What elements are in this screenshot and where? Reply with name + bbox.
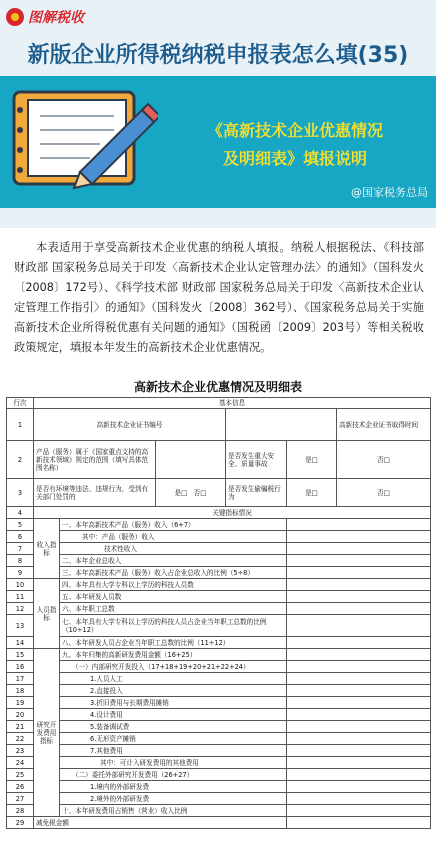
table-row [7, 543, 431, 555]
row-number: 29 [7, 817, 34, 829]
row-number: 5 [7, 519, 34, 531]
row-value-cell [287, 709, 431, 721]
notebook-icon [10, 86, 158, 190]
row-number: 27 [7, 793, 34, 805]
table-row [7, 781, 431, 793]
row-number: 24 [7, 757, 34, 769]
row-value-cell [287, 757, 431, 769]
row-value-cell [287, 673, 431, 685]
row-number: 21 [7, 721, 34, 733]
row-label: （二）委托外部研究开发费用（26+27） [60, 769, 287, 781]
header-basic-info: 基本信息 [34, 398, 431, 409]
row-label: 其中：可计入研发费用的其他费用 [60, 757, 287, 769]
row-number: 3 [7, 479, 34, 507]
row-value-cell [287, 649, 431, 661]
page-title: 新版企业所得税纳税申报表怎么填(35) [27, 43, 409, 68]
row-number: 2 [7, 441, 34, 479]
row-right-label: 高新技术企业证书取得时间 [337, 409, 431, 441]
row-value-cell [287, 637, 431, 649]
row-value-cell [287, 615, 431, 637]
banner-subtitle-1: 《高新技术企业优惠情况 [206, 121, 383, 140]
table-row [7, 479, 431, 507]
table-row [7, 685, 431, 697]
no-option[interactable]: 否□ [337, 441, 431, 479]
row-label: 八、本年研发人员占企业当年职工总数的比例（11÷12） [60, 637, 287, 649]
row-label: 四、本年具有大学专科以上学历的科技人员数 [60, 579, 287, 591]
detail-table [6, 397, 431, 829]
row-number: 12 [7, 603, 34, 615]
row-value-cell [287, 793, 431, 805]
mid-yes-no [156, 479, 226, 507]
table-row [7, 649, 431, 661]
row-number: 17 [7, 673, 34, 685]
table-row [7, 733, 431, 745]
row-value-cell [287, 781, 431, 793]
key-indicators-header: 关键指标情况 [34, 507, 431, 519]
row-value-cell [287, 745, 431, 757]
row-number: 15 [7, 649, 34, 661]
table-title: 高新技术企业优惠情况及明细表 [133, 380, 302, 394]
row-label: 是否有环境等违法、违规行为，受到有关部门处罚的 [34, 479, 156, 507]
table-row [7, 817, 431, 829]
row-right-label: 是否发生重大安全、质量事故 [226, 441, 287, 479]
row-number: 8 [7, 555, 34, 567]
row-number: 19 [7, 697, 34, 709]
row-value-cell [287, 733, 431, 745]
table-row [7, 709, 431, 721]
income-group-label: 收入指标 [34, 519, 60, 579]
row-number: 25 [7, 769, 34, 781]
header-row-cell: 行次 [7, 398, 34, 409]
banner-credit: @国家税务总局 [351, 186, 428, 199]
row-label: 3.折旧费用与长期费用摊销 [60, 697, 287, 709]
yes-option[interactable]: 是□ [287, 479, 337, 507]
row-label: 1.境内的外部研发费 [60, 781, 287, 793]
row-label: 产品（服务）属于《国家重点支持的高新技术领域》规定的范围（填写具体范围名称） [34, 441, 156, 479]
row-value-cell [287, 685, 431, 697]
row-number: 10 [7, 579, 34, 591]
row-label: （一）内部研究开发投入（17+18+19+20+21+22+24） [60, 661, 287, 673]
row-number: 22 [7, 733, 34, 745]
row-label: 6.无形资产摊销 [60, 733, 287, 745]
header-area [0, 0, 436, 228]
row-number: 11 [7, 591, 34, 603]
table-row [7, 519, 431, 531]
row-number: 26 [7, 781, 34, 793]
row-value-cell [226, 409, 337, 441]
table-row [7, 805, 431, 817]
row-number: 6 [7, 531, 34, 543]
row-number: 4 [7, 507, 34, 519]
row-number: 14 [7, 637, 34, 649]
row-label: 5.装备调试费 [60, 721, 287, 733]
table-row [7, 531, 431, 543]
row-number: 20 [7, 709, 34, 721]
row-label: 高新技术企业证书编号 [34, 409, 226, 441]
no-option[interactable]: 否□ [193, 488, 207, 497]
row-value-cell [287, 591, 431, 603]
row-number: 16 [7, 661, 34, 673]
row-value-cell [287, 567, 431, 579]
row-label: 十、本年研发费用占销售（营业）收入比例 [60, 805, 287, 817]
row-number: 9 [7, 567, 34, 579]
banner [0, 76, 436, 208]
row-value-cell [287, 519, 431, 531]
row-label: 三、本年高新技术产品（服务）收入占企业总收入的比例（5÷8） [60, 567, 287, 579]
table-row [7, 555, 431, 567]
table-row [7, 567, 431, 579]
row-label: 二、本年企业总收入 [60, 555, 287, 567]
row-label: 4.设计费用 [60, 709, 287, 721]
row-label: 六、本年职工总数 [60, 603, 287, 615]
row-label: 其中：产品（服务）收入 [60, 531, 287, 543]
row-value-cell [287, 603, 431, 615]
table-row [7, 793, 431, 805]
row-value-cell [287, 805, 431, 817]
row-value-cell [287, 579, 431, 591]
row-label: 七、本年具有大学专科以上学历的科技人员占企业当年职工总数的比例（10÷12） [60, 615, 287, 637]
row-number: 7 [7, 543, 34, 555]
row-value-cell [287, 555, 431, 567]
row-label: 五、本年研发人员数 [60, 591, 287, 603]
brand-logo-icon [6, 8, 24, 26]
row-label: 7.其他费用 [60, 745, 287, 757]
row-value-cell [287, 543, 431, 555]
rd-group-label: 研究开发费用指标 [34, 649, 60, 817]
row-value-cell [287, 661, 431, 673]
table-row [7, 661, 431, 673]
table-row [7, 745, 431, 757]
row-label: 2.境外的外部研发费 [60, 793, 287, 805]
intro-paragraph: 本表适用于享受高新技术企业优惠的纳税人填报。纳税人根据税法、《科技部 财政部 国家税务总局关于印发〈高新技术企业认定管理办法〉的通知》（国科发火〔2008〕172号）、《科学技术部 财政部 国家税务总局关于印发〈高新技术企业认定管理工作指引〉的通知》（国科发火〔2008〕362号）、《国家税务总局关于实施高新技术企业所得税优惠有关问题的通知》（国税函〔2009〕203号）等相关税收政策规定，填报本年发生的高新技术企业优惠情况。 [14, 241, 424, 354]
row-value-cell [287, 769, 431, 781]
yes-option[interactable]: 是□ [287, 441, 337, 479]
table-row [7, 507, 431, 519]
brand-logo-text: 图解税收 [28, 10, 84, 26]
row-label: 九、本年归集的高新研发费用金额（16+25） [60, 649, 287, 661]
row-value-cell [287, 817, 431, 829]
table-row [7, 603, 431, 615]
row-number: 28 [7, 805, 34, 817]
table-row [7, 673, 431, 685]
row-right-label: 是否发生偷骗税行为 [226, 479, 287, 507]
table-row [7, 579, 431, 591]
table-row [7, 769, 431, 781]
row-value-cell [287, 531, 431, 543]
row-value-cell [156, 441, 226, 479]
table-row [7, 721, 431, 733]
row-value-cell [287, 697, 431, 709]
row-value-cell [287, 721, 431, 733]
row-number: 18 [7, 685, 34, 697]
banner-subtitle-2: 及明细表》填报说明 [222, 149, 367, 168]
row-label: 减免税金额 [34, 817, 287, 829]
row-label: 一、本年高新技术产品（服务）收入（6+7） [60, 519, 287, 531]
row-number: 23 [7, 745, 34, 757]
yes-option[interactable]: 是□ [174, 488, 188, 497]
row-label: 2.直接投入 [60, 685, 287, 697]
table-row [7, 409, 431, 441]
table-row [7, 591, 431, 603]
row-label: 技术性收入 [60, 543, 287, 555]
table-row [7, 615, 431, 637]
table-row [7, 757, 431, 769]
no-option[interactable]: 否□ [337, 479, 431, 507]
brand-logo [6, 6, 84, 28]
table-row [7, 441, 431, 479]
row-number: 13 [7, 615, 34, 637]
row-number: 1 [7, 409, 34, 441]
table-row [7, 637, 431, 649]
table-header-row [7, 398, 431, 409]
table-row [7, 697, 431, 709]
row-label: 1.人员人工 [60, 673, 287, 685]
staff-group-label: 人员指标 [34, 579, 60, 649]
